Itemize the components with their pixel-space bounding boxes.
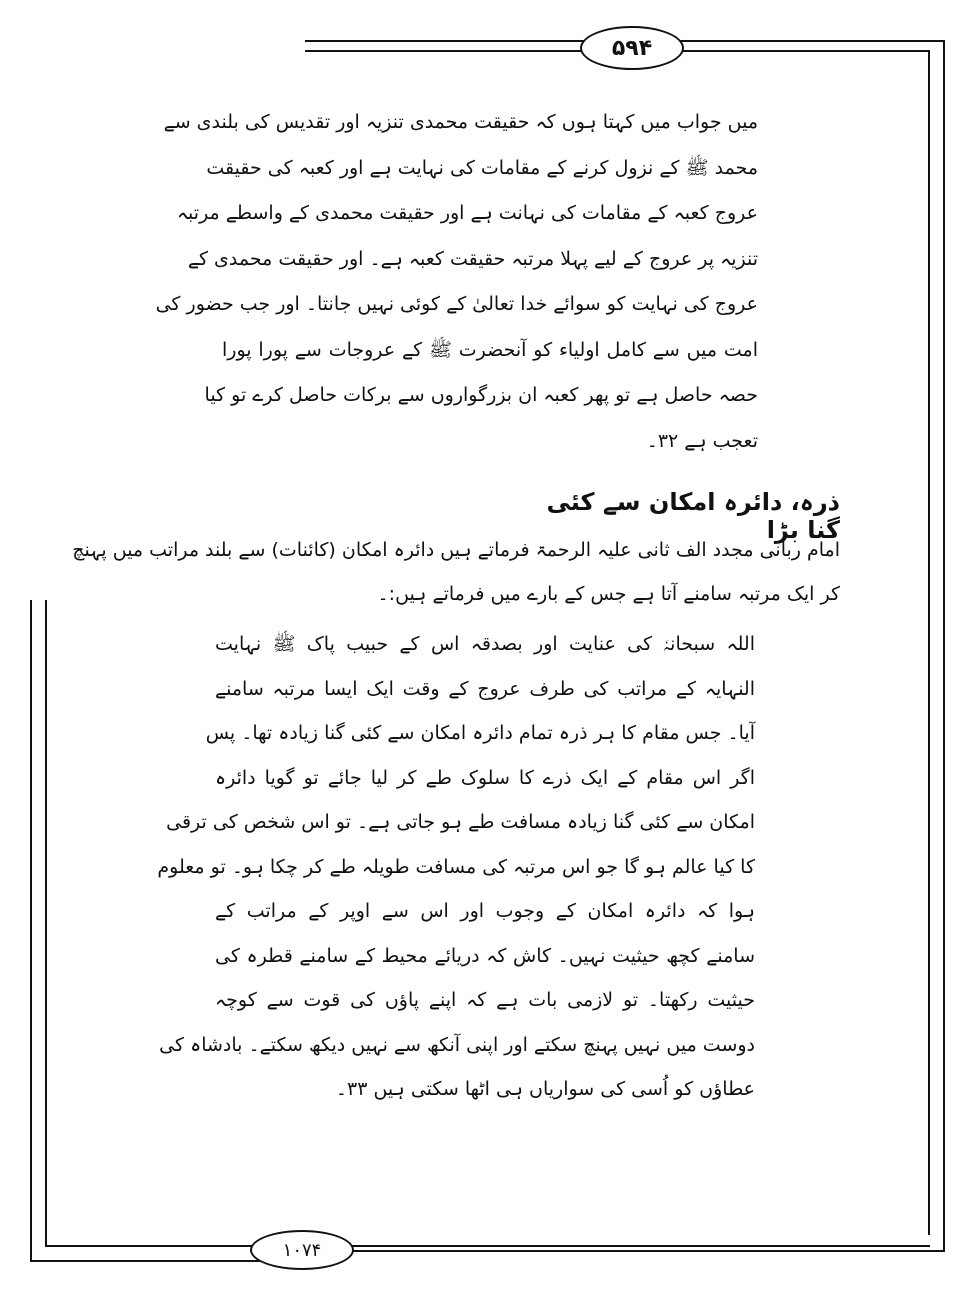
text-line: حیثیت رکھتا۔ تو لازمی بات ہے کہ اپنے پاؤں کی قوت سے کوچہ — [215, 989, 755, 1011]
text-line: میں جواب میں کہتا ہوں کہ حقیقت محمدی تنزیہ اور تقدیس کی بلندی سے — [163, 111, 758, 133]
text-line: النہایہ کے مراتب کی طرف عروج کے وقت ایک ایسا مرتبہ سامنے — [215, 677, 755, 700]
frame-line-right-inner — [928, 50, 930, 1235]
frame-line-bottom-left-inner — [45, 1245, 260, 1247]
page-number-top: ۵۹۴ — [580, 26, 684, 70]
paragraph-2 — [72, 528, 840, 616]
text-line: اگر اس مقام کے ایک ذرے کا سلوک طے کر لیا جائے تو گویا دائرہ — [215, 766, 755, 789]
text-line: امت میں سے کامل اولیاء کو آنحضرت ﷺ کے عروجات سے پورا پورا — [222, 338, 758, 361]
page-number-bottom: ۱۰۷۴ — [250, 1230, 354, 1270]
frame-line-bottom-right-inner — [345, 1245, 930, 1247]
frame-line-left-outer — [30, 600, 32, 1260]
text-line: امکان سے کئی گنا زیادہ مسافت طے ہو جاتی ہے۔ تو اس شخص کی ترقی — [166, 811, 755, 833]
text-line: محمد ﷺ کے نزول کرنے کے مقامات کی نہایت ہے اور کعبہ کی حقیقت — [206, 156, 758, 179]
text-line: آیا۔ جس مقام کا ہر ذرہ تمام دائرہ امکان سے کئی گنا زیادہ تھا۔ پس — [205, 722, 755, 744]
text-line: عروج کی نہایت کو سوائے خدا تعالیٰ کے کوئی نہیں جانتا۔ اور جب حضور کی — [155, 293, 758, 315]
frame-line-right-outer — [943, 40, 945, 1250]
frame-line-left-inner — [45, 600, 47, 1245]
text-line: کر ایک مرتبہ سامنے آتا ہے جس کے بارے میں فرماتے ہیں:۔ — [377, 583, 840, 605]
text-line: حصہ حاصل ہے تو پھر کعبہ ان بزرگواروں سے برکات حاصل کرے تو کیا — [204, 384, 758, 406]
text-line: عروج کعبہ کے مقامات کی نہانت ہے اور حقیقت محمدی کے واسطے مرتبہ — [176, 202, 758, 224]
paragraph-1 — [155, 100, 758, 464]
text-line: سامنے کچھ حیثیت نہیں۔ کاش کہ دریائے محیط کے سامنے قطرہ کی — [215, 944, 755, 967]
text-line: امام ربانی مجدد الف ثانی علیہ الرحمۃ فرماتے ہیں دائرہ امکان (کائنات) سے بلند مراتب میں پہنچ — [72, 539, 840, 561]
block-quote — [157, 622, 755, 1112]
text-line: کا کیا عالم ہو گا جو اس مرتبہ کی مسافت طویلہ طے کر چکا ہو۔ تو معلوم — [157, 855, 755, 878]
text-line: ہوا کہ دائرہ امکان کے وجوب اور اس سے اوپر کے مراتب کے — [215, 900, 755, 922]
text-line: عطاؤں کو اُسی کی سواریاں ہی اٹھا سکتی ہیں ۳۳۔ — [335, 1078, 755, 1100]
text-line: تعجب ہے ۳۲۔ — [646, 429, 758, 452]
text-line: تنزیہ پر عروج کے لیے پہلا مرتبہ حقیقت کعبہ ہے۔ اور حقیقت محمدی کے — [187, 247, 758, 270]
text-line: اللہ سبحانہٗ کی عنایت اور بصدقہ اس کے حبیب پاک ﷺ نہایت — [215, 633, 755, 655]
section-heading: ذرہ، دائرہ امکان سے کئی گنا بڑا — [546, 488, 840, 544]
frame-line-bottom-left-outer — [30, 1260, 260, 1262]
text-line: دوست میں نہیں پہنچ سکتے اور اپنی آنکھ سے نہیں دیکھ سکتے۔ بادشاہ کی — [159, 1033, 755, 1056]
frame-line-bottom-right-outer — [345, 1250, 945, 1252]
